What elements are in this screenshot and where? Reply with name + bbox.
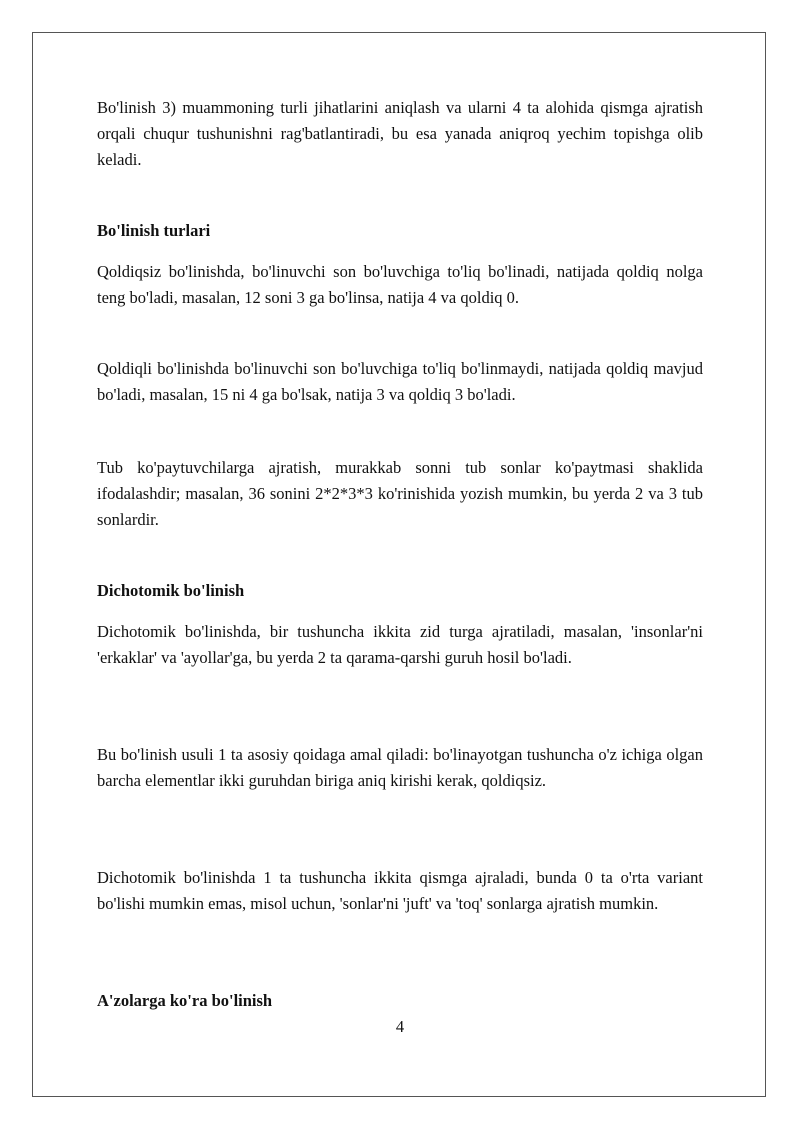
- paragraph-intro: Bo'linish 3) muammoning turli jihatlarini aniqlash va ularni 4 ta alohida qismga ajratish orqali chuqur tushunishni rag'batlantiradi, bu esa yanada aniqroq yechim topishga olib keladi.: [97, 98, 703, 169]
- heading-azolarga: A'zolarga ko'ra bo'linish: [97, 991, 273, 1010]
- page-frame: [32, 32, 766, 1097]
- paragraph-tub-kopaytuvchilar: Tub ko'paytuvchilarga ajratish, murakkab sonni tub sonlar ko'paytmasi shaklida ifodalashdir; masalan, 36 sonini 2*2*3*3 ko'rinishida yozish mumkin, bu yerda 2 va 3 tub sonlardir.: [97, 458, 703, 529]
- page-number: 4: [395, 1017, 405, 1036]
- heading-bolinish-turlari: Bo'linish turlari: [97, 221, 211, 240]
- heading-dichotomik: Dichotomik bo'linish: [97, 581, 245, 600]
- paragraph-qoldiqli: Qoldiqli bo'linishda bo'linuvchi son bo'luvchiga to'liq bo'linmaydi, natijada qoldiq mavjud bo'ladi, masalan, 15 ni 4 ga bo'lsak, natija 3 va qoldiq 3 bo'ladi.: [97, 359, 703, 404]
- paragraph-dichotomik-2: Bu bo'linish usuli 1 ta asosiy qoidaga amal qiladi: bo'linayotgan tushuncha o'z ichiga olgan barcha elementlar ikki guruhdan biriga aniq kirishi kerak, qoldiqsiz.: [97, 745, 703, 790]
- paragraph-qoldiqsiz: Qoldiqsiz bo'linishda, bo'linuvchi son bo'luvchiga to'liq bo'linadi, natijada qoldiq nolga teng bo'ladi, masalan, 12 soni 3 ga bo'linsa, natija 4 va qoldiq 0.: [97, 262, 703, 307]
- paragraph-dichotomik-1: Dichotomik bo'linishda, bir tushuncha ikkita zid turga ajratiladi, masalan, 'insonlar'ni 'erkaklar' va 'ayollar'ga, bu yerda 2 ta qarama-qarshi guruh hosil bo'ladi.: [97, 622, 703, 667]
- paragraph-dichotomik-3: Dichotomik bo'linishda 1 ta tushuncha ikkita qismga ajraladi, bunda 0 ta o'rta variant bo'lishi mumkin emas, misol uchun, 'sonlar'ni 'juft' va 'toq' sonlarga ajratish mumkin.: [97, 868, 703, 913]
